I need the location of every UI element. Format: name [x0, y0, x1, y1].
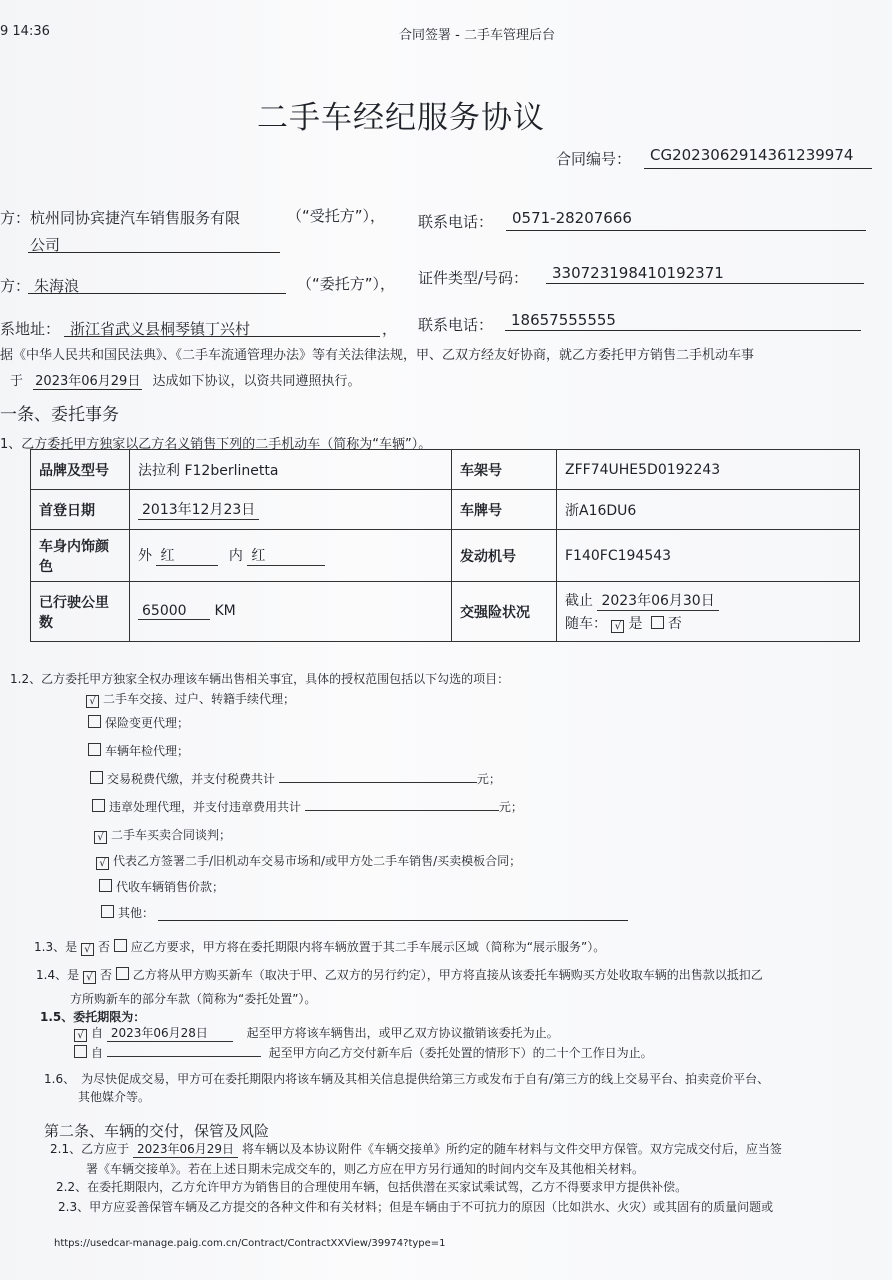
clause-2-1-line2: 署《车辆交接单》。若在上述日期未完成交车的，则乙方应在甲方另行通知的时间内交车及其他相关材料。 — [86, 1162, 645, 1176]
clause-1-4-line2: 方所购新车的部分车款（简称为“委托处置”）。 — [70, 992, 317, 1006]
insurance-date: 2023年06月30日 — [597, 590, 718, 611]
c12-item-1: 保险变更代理； — [88, 714, 189, 731]
clause-1-2-intro: 1.2、乙方委托甲方独家全权办理该车辆出售相关事宜，具体的授权范围包括以下勾选的项目： — [10, 672, 510, 686]
clause-1-3: 1.3、是 √ 否 应乙方要求，甲方将在委托期限内将车辆放置于其二手车展示区域（简称为“展示服务”）。 — [34, 940, 606, 955]
mileage-cell: 65000 KM — [130, 582, 452, 642]
contact-comma: ， — [382, 320, 398, 338]
c12-checkbox-5[interactable]: √ — [94, 831, 107, 844]
reg-date-label: 首登日期 — [31, 490, 130, 530]
c12-checkbox-0[interactable]: √ — [86, 695, 99, 708]
c12-checkbox-1[interactable] — [88, 715, 101, 728]
contact-addr-label: 系地址： — [0, 320, 61, 338]
clause-1-5-option-1: √ 自 2023年06月28日 起至甲方将该车辆售出，或甲乙双方协议撤销该委托为止。 — [74, 1024, 559, 1042]
c21-date: 2023年06月29日 — [133, 1140, 238, 1158]
article2-heading: 第二条、车辆的交付，保管及风险 — [44, 1122, 270, 1140]
contact-phone-label: 联系电话： — [418, 316, 494, 334]
party-b-name: 朱海浪 — [34, 277, 80, 295]
mileage-label: 已行驶公里数 — [31, 582, 130, 642]
c12-item-4: 违章处理代理，并支付违章费用共计 元； — [92, 798, 523, 815]
color-label: 车身内饰颜色 — [31, 530, 130, 582]
c12-checkbox-2[interactable] — [88, 743, 101, 756]
interior-color: 红 — [247, 545, 325, 566]
contract-no-label: 合同编号： — [556, 150, 632, 168]
insurance-label: 交强险状况 — [452, 582, 557, 642]
reg-date-cell — [130, 490, 452, 530]
c15-option2-checkbox[interactable] — [74, 1045, 87, 1058]
vin-value: ZFF74UHE5D0192243 — [557, 450, 860, 490]
party-a-name-line2: 公司 — [30, 236, 61, 254]
party-b-prefix: 方： — [0, 277, 31, 295]
exterior-color: 红 — [156, 545, 218, 566]
c12-item-8: 其他： — [101, 904, 154, 921]
print-header-title: 合同签署 - 二手车管理后台 — [399, 28, 555, 43]
c14-yes-checkbox[interactable]: √ — [83, 971, 96, 984]
c12-checkbox-3[interactable] — [90, 771, 103, 784]
party-a-name-line1: 杭州同协宾捷汽车销售服务有限 — [30, 209, 241, 227]
c12-checkbox-6[interactable]: √ — [96, 857, 109, 870]
clause-1-5-title: 1.5、委托期限为： — [40, 1010, 146, 1024]
contact-addr: 浙江省武义县桐琴镇丁兴村 — [70, 320, 251, 338]
party-a-role: （“受托方”）， — [287, 207, 386, 225]
preamble-line1: 据《中华人民共和国民法典》、《二手车流通管理办法》等有关法律法规，甲、乙双方经友好协商，就乙方委托甲方销售二手机动车事 — [0, 348, 755, 363]
c12-item-7: 代收车辆销售价款； — [99, 878, 224, 895]
brand-label: 品牌及型号 — [31, 450, 130, 490]
c15-option1-checkbox[interactable]: √ — [74, 1029, 87, 1042]
party-a-phone-label: 联系电话： — [418, 213, 494, 231]
insurance-cell: 截止 2023年06月30日 随车： √ 是 否 — [557, 582, 860, 642]
clause-1-4: 1.4、是 √ 否 乙方将从甲方购买新车（取决于甲、乙双方的另行约定），甲方将直接从该委托车辆购买方处收取车辆的出售款以抵扣乙 — [36, 968, 763, 983]
follow-no-checkbox[interactable] — [651, 616, 664, 629]
clause-2-2: 2.2、在委托期限内，乙方允许甲方为销售目的合理使用车辆，包括供潜在买家试乘试驾，乙方不得要求甲方提供补偿。 — [56, 1180, 688, 1194]
c13-yes-checkbox[interactable]: √ — [81, 943, 94, 956]
c12-checkbox-4[interactable] — [92, 799, 105, 812]
engine-value: F140FC194543 — [557, 530, 860, 582]
preamble-line2: 于 2023年06月29日 达成如下协议，以资共同遵照执行。 — [10, 370, 360, 390]
party-b-id-label: 证件类型/号码： — [418, 269, 529, 287]
reg-date-value: 2013年12月23日 — [138, 499, 259, 520]
color-cell: 外 红 内 红 — [130, 530, 452, 582]
preamble-date: 2023年06月29日 — [33, 370, 142, 390]
party-a-prefix: 方： — [0, 209, 31, 227]
contract-no: CG2023062914361239974 — [650, 146, 854, 164]
clause-2-1: 2.1、乙方应于 2023年06月29日 将车辆以及本协议附件《车辆交接单》所约定的随车材料与文件交甲方保管。双方完成交付后，应当签 — [50, 1142, 782, 1156]
contact-phone: 18657555555 — [511, 311, 616, 329]
clause-1-1: 1、乙方委托甲方独家以乙方名义销售下列的二手机动车（简称为“车辆”）。 — [0, 437, 432, 452]
c12-item-6: √ 代表乙方签署二手/旧机动车交易市场和/或甲方处二手车销售/买卖模板合同； — [96, 852, 521, 870]
plate-value: 浙A16DU6 — [557, 490, 860, 530]
clause-1-6: 1.6、 为尽快促成交易，甲方可在委托期限内将该车辆及其相关信息提供给第三方或发布于自有/第三方的线上交易平台、拍卖竞价平台、 — [44, 1072, 770, 1086]
party-b-role: （“委托方”）， — [297, 275, 396, 293]
footer-url: https://usedcar-manage.paig.com.cn/Contract/ContractXXView/39974?type=1 — [54, 1238, 446, 1249]
article1-heading: 一条、委托事务 — [0, 405, 119, 425]
clause-2-3: 2.3、甲方应妥善保管车辆及乙方提交的各种文件和有关材料；但是车辆由于不可抗力的原因（比如洪水、火灾）或其固有的质量问题或 — [58, 1200, 774, 1214]
c15-from-date: 2023年06月28日 — [107, 1024, 233, 1042]
plate-label: 车牌号 — [452, 490, 557, 530]
c12-item-5: √ 二手车买卖合同谈判； — [94, 826, 231, 844]
print-time: 9 14:36 — [0, 24, 50, 39]
engine-label: 发动机号 — [452, 530, 557, 582]
c12-checkbox-7[interactable] — [99, 879, 112, 892]
follow-yes-checkbox[interactable]: √ — [611, 620, 624, 633]
party-b-id: 33072319841019237​1 — [552, 264, 724, 282]
c12-item-2: 车辆年检代理； — [88, 742, 189, 759]
c13-no-checkbox[interactable] — [114, 939, 127, 952]
c12-item-0: √ 二手车交接、过户、转籍手续代理； — [86, 690, 295, 708]
c12-item-3: 交易税费代缴，并支付税费共计 元； — [90, 770, 501, 787]
c12-checkbox-8[interactable] — [101, 905, 114, 918]
mileage-value: 65000 — [138, 603, 210, 620]
vin-label: 车架号 — [452, 450, 557, 490]
clause-1-5-option-2: 自 起至甲方向乙方交付新车后（委托处置的情形下）的二十个工作日为止。 — [74, 1044, 653, 1061]
c14-no-checkbox[interactable] — [116, 967, 129, 980]
vehicle-info-table — [30, 449, 860, 642]
clause-1-6-line2: 其他媒介等。 — [78, 1090, 151, 1104]
document-title: 二手车经纪服务协议 — [257, 100, 545, 136]
party-a-phone: 0571-28207666 — [512, 209, 632, 227]
brand-value: 法拉利 F12berlinetta — [130, 450, 452, 490]
